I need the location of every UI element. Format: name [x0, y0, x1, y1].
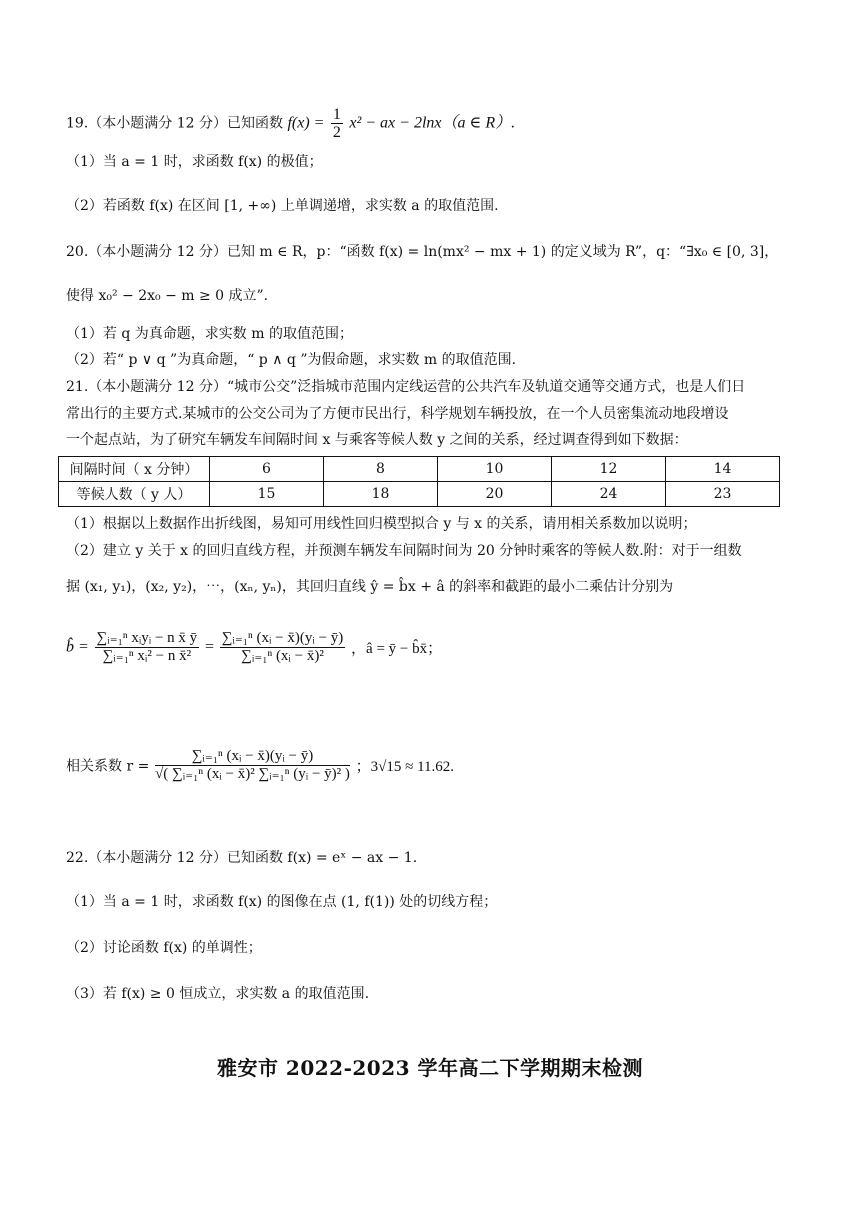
table-cell: 23 — [666, 482, 780, 507]
q20-stem-line2: 使得 x₀² − 2x₀ − m ≥ 0 成立”. — [66, 288, 269, 304]
q19-half-den: 2 — [332, 124, 341, 141]
q20-stem-line1: 20.（本小题满分 12 分）已知 m ∈ R，p：“函数 f(x) = ln(mx² − mx + 1) 的定义域为 R”，q：“∃x₀ ∈ [0, 3]， — [66, 244, 779, 260]
q21-part2-line2: 据 (x₁, y₁)，(x₂, y₂)，⋯，(xₙ, yₙ)，其回归直线 ŷ = b̂x + â 的斜率和截距的最小二乘估计分别为 — [66, 579, 674, 595]
r-tail: ；3√15 ≈ 11.62. — [355, 759, 455, 775]
q19-expr-rest: x² − ax − 2lnx（a ∈ R）. — [349, 114, 516, 132]
b-hat-fraction-1 — [95, 630, 200, 665]
equals-sign: = — [204, 638, 214, 656]
q21-part1: （1）根据以上数据作出折线图，易知可用线性回归模型拟合 y 与 x 的关系，请用相关系数加以说明； — [66, 516, 697, 532]
q21-stem-line2: 常出行的主要方式.某城市的公交公司为了方便市民出行，科学规划车辆投放，在一个人员密集流动地段增设 — [66, 406, 729, 422]
r-lhs: 相关系数 r = — [66, 758, 150, 775]
q19-half-num: 1 — [332, 106, 341, 123]
table-cell: 12 — [552, 457, 666, 482]
b-hat-formula — [66, 630, 442, 665]
table-row-label-y: 等候人数（ y 人） — [59, 482, 210, 507]
q22-part2: （2）讨论函数 f(x) 的单调性； — [66, 940, 262, 956]
table-cell: 18 — [324, 482, 438, 507]
b-hat-den-1: ∑ᵢ₌₁ⁿ xᵢ² − n x̄² — [102, 648, 192, 664]
section-title: 雅安市 2022-2023 学年高二下学期期末检测 — [216, 1056, 644, 1080]
table-cell: 8 — [324, 457, 438, 482]
b-hat-den-2: ∑ᵢ₌₁ⁿ (xᵢ − x̄)² — [241, 648, 324, 664]
b-hat-num-1: ∑ᵢ₌₁ⁿ xᵢyᵢ − n x̄ ȳ — [96, 630, 198, 646]
table-row — [59, 457, 780, 482]
q19-stem — [66, 106, 515, 141]
q19-func: f(x) = — [287, 114, 325, 132]
q19-part1: （1）当 a = 1 时，求函数 f(x) 的极值； — [66, 154, 323, 170]
table-cell: 6 — [210, 457, 324, 482]
a-hat-formula: ，â = ȳ − b̂x̄； — [351, 641, 443, 657]
q21-stem-line3: 一个起点站，为了研究车辆发车间隔时间 x 与乘客等候人数 y 之间的关系，经过调查得到如下数据： — [66, 432, 688, 448]
q19-part2: （2）若函数 f(x) 在区间 [1, +∞) 上单调递增，求实数 a 的取值范围. — [66, 198, 499, 214]
q22-part3: （3）若 f(x) ≥ 0 恒成立，求实数 a 的取值范围. — [66, 986, 370, 1002]
b-hat-fraction-2 — [220, 630, 346, 665]
b-hat-lhs: b̂ = — [66, 638, 89, 656]
r-formula — [66, 748, 454, 783]
q22-stem: 22.（本小题满分 12 分）已知函数 f(x) = eˣ − ax − 1. — [66, 850, 418, 866]
r-den: √( ∑ᵢ₌₁ⁿ (xᵢ − x̄)² ∑ᵢ₌₁ⁿ (yᵢ − ȳ)² ) — [155, 766, 350, 782]
table-cell: 15 — [210, 482, 324, 507]
table-row-label-x: 间隔时间（ x 分钟） — [59, 457, 210, 482]
table-row — [59, 482, 780, 507]
table-cell: 24 — [552, 482, 666, 507]
q21-data-table — [58, 456, 780, 507]
q21-part2-line1: （2）建立 y 关于 x 的回归直线方程，并预测车辆发车间隔时间为 20 分钟时乘客的等候人数.附：对于一组数 — [66, 543, 742, 559]
q19-half-fraction — [331, 106, 343, 141]
table-cell: 20 — [438, 482, 552, 507]
q20-part2: （2）若“ p ∨ q ”为真命题，“ p ∧ q ”为假命题，求实数 m 的取值范围. — [66, 352, 517, 368]
q20-part1: （1）若 q 为真命题，求实数 m 的取值范围； — [66, 326, 353, 342]
table-cell: 14 — [666, 457, 780, 482]
q22-part1: （1）当 a = 1 时，求函数 f(x) 的图像在点 (1, f(1)) 处的切线方程； — [66, 894, 498, 910]
q19-intro: 19.（本小题满分 12 分）已知函数 — [66, 115, 283, 132]
b-hat-num-2: ∑ᵢ₌₁ⁿ (xᵢ − x̄)(yᵢ − ȳ) — [221, 630, 344, 646]
r-fraction — [155, 748, 350, 783]
q21-stem-line1: 21.（本小题满分 12 分）“城市公交”泛指城市范围内定线运营的公共汽车及轨道交通等交通方式，也是人们日 — [66, 379, 746, 395]
r-num: ∑ᵢ₌₁ⁿ (xᵢ − x̄)(yᵢ − ȳ) — [155, 748, 350, 766]
table-cell: 10 — [438, 457, 552, 482]
